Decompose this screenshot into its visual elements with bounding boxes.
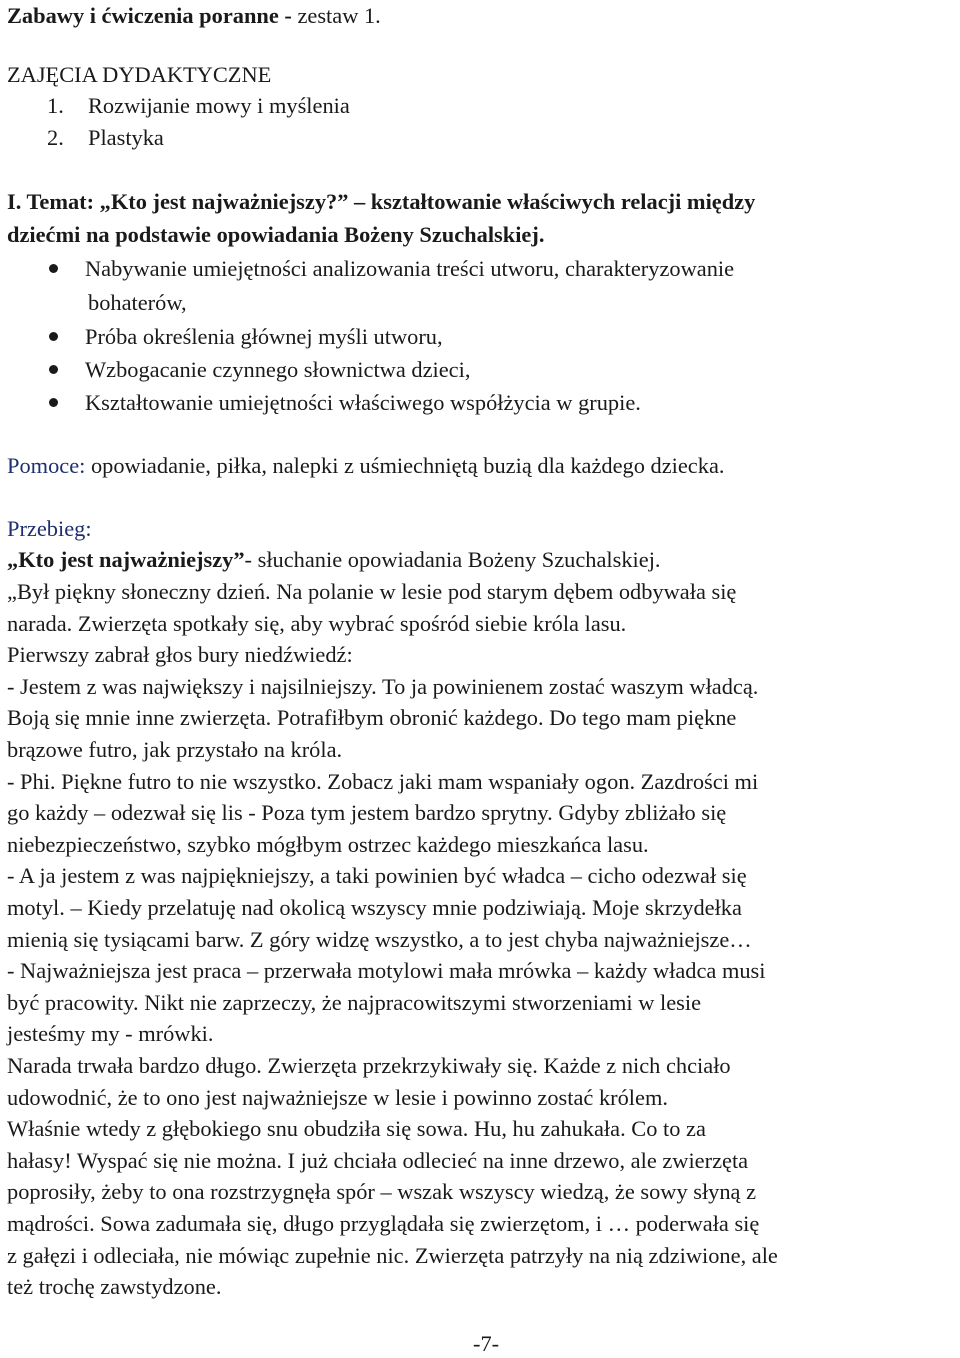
- bullet-icon: [49, 398, 58, 407]
- story-line: mądrości. Sowa zadumała się, długo przyglądała się zwierzętom, i … poderwała się: [7, 1211, 760, 1236]
- story-line: jesteśmy my - mrówki.: [7, 1021, 214, 1047]
- story-line: - Phi. Piękne futro to nie wszystko. Zobacz jaki mam wspaniały ogon. Zazdrości mi: [7, 768, 759, 794]
- story-line: - A ja jestem z was najpiękniejszy, a taki powinien być władca – cicho odezwał się: [7, 863, 747, 889]
- story-line: motyl. – Kiedy przelatuję nad okolicą wszyscy mnie podziwiają. Moje skrzydełka: [7, 895, 742, 920]
- bullet-icon: [49, 332, 58, 341]
- page-number: -7-: [473, 1331, 500, 1356]
- story-line: - Najważniejsza jest praca – przerwała motylowi mała mrówka – każdy władca musi: [7, 958, 766, 984]
- story-line: niebezpieczeństwo, szybko mógłbym ostrzec każdego mieszkańca lasu.: [7, 831, 649, 857]
- story-line: „Był piękny słoneczny dzień. Na polanie w lesie pod starym dębem odbywała się: [7, 579, 737, 604]
- topic-line-2: dziećmi na podstawie opowiadania Bożeny Szuchalskiej.: [7, 222, 545, 247]
- story-line: - Jestem z was największy i najsilniejszy. To ja powinienem zostać waszym władcą.: [7, 673, 759, 699]
- bullet-icon: [49, 365, 58, 374]
- classes-item-1: 1. Rozwijanie mowy i myślenia: [47, 93, 350, 118]
- goal-item-4: Kształtowanie umiejętności właściwego współżycia w grupie.: [49, 389, 641, 417]
- story-line: z gałęzi i odleciała, nie mówiąc zupełnie nic. Zwierzęta patrzyły na nią zdziwione, ale: [7, 1242, 778, 1268]
- story-line: hałasy! Wyspać się nie można. I już chciała odlecieć na inne drzewo, ale zwierzęta: [7, 1147, 749, 1173]
- story-line: Boją się mnie inne zwierzęta. Potrafiłbym obronić każdego. Do tego mam piękne: [7, 705, 737, 731]
- goal-item-2: Próba określenia głównej myśli utworu,: [49, 323, 443, 351]
- aids-label: Pomoce:: [7, 453, 86, 478]
- story-line: mienią się tysiącami barw. Z góry widzę wszystko, a to jest chyba najważniejsze…: [7, 926, 752, 952]
- classes-item-2: 2. Plastyka: [47, 125, 164, 150]
- story-line: brązowe futro, jak przystało na króla.: [7, 737, 343, 762]
- story-line: poprosiły, żeby to ona rozstrzygnęła spór – wszak wszyscy wiedzą, że sowy słyną z: [7, 1179, 757, 1205]
- story-line: Narada trwała bardzo długo. Zwierzęta przekrzykiwały się. Każde z nich chciało: [7, 1053, 731, 1078]
- goal-item-1: Nabywanie umiejętności analizowania treści utworu, charakteryzowanie: [49, 255, 734, 283]
- topic-line-1: I. Temat: „Kto jest najważniejszy?” – kształtowanie właściwych relacji między: [7, 189, 756, 214]
- course-label: Przebieg:: [7, 516, 92, 541]
- story-line: Właśnie wtedy z głębokiego snu obudziła się sowa. Hu, hu zahukała. Co to za: [7, 1116, 706, 1142]
- goal-item-1-continued: bohaterów,: [88, 290, 187, 315]
- aids-line: Pomoce: opowiadanie, piłka, nalepki z uśmiechniętą buzią dla każdego dziecka.: [7, 453, 725, 478]
- story-line: Pierwszy zabrał głos bury niedźwiedź:: [7, 642, 353, 668]
- story-line: go każdy – odezwał się lis - Poza tym jestem bardzo sprytny. Gdyby zbliżało się: [7, 800, 727, 826]
- goal-item-3: Wzbogacanie czynnego słownictwa dzieci,: [49, 356, 470, 384]
- story-line: być pracowity. Nikt nie zaprzeczy, że najpracowitszymi stworzeniami w lesie: [7, 989, 702, 1015]
- classes-heading: ZAJĘCIA DYDAKTYCZNE: [7, 62, 272, 87]
- document-title: Zabawy i ćwiczenia poranne - zestaw 1.: [7, 3, 381, 28]
- story-line: narada. Zwierzęta spotkały się, aby wybrać spośród siebie króla lasu.: [7, 610, 627, 636]
- bullet-icon: [49, 264, 58, 273]
- story-line: udowodnić, że to ono jest najważniejsze w lesie i powinno zostać królem.: [7, 1084, 668, 1110]
- story-line: też trochę zawstydzone.: [7, 1274, 222, 1300]
- story-heading: „Kto jest najważniejszy”- słuchanie opowiadania Bożeny Szuchalskiej.: [7, 547, 661, 572]
